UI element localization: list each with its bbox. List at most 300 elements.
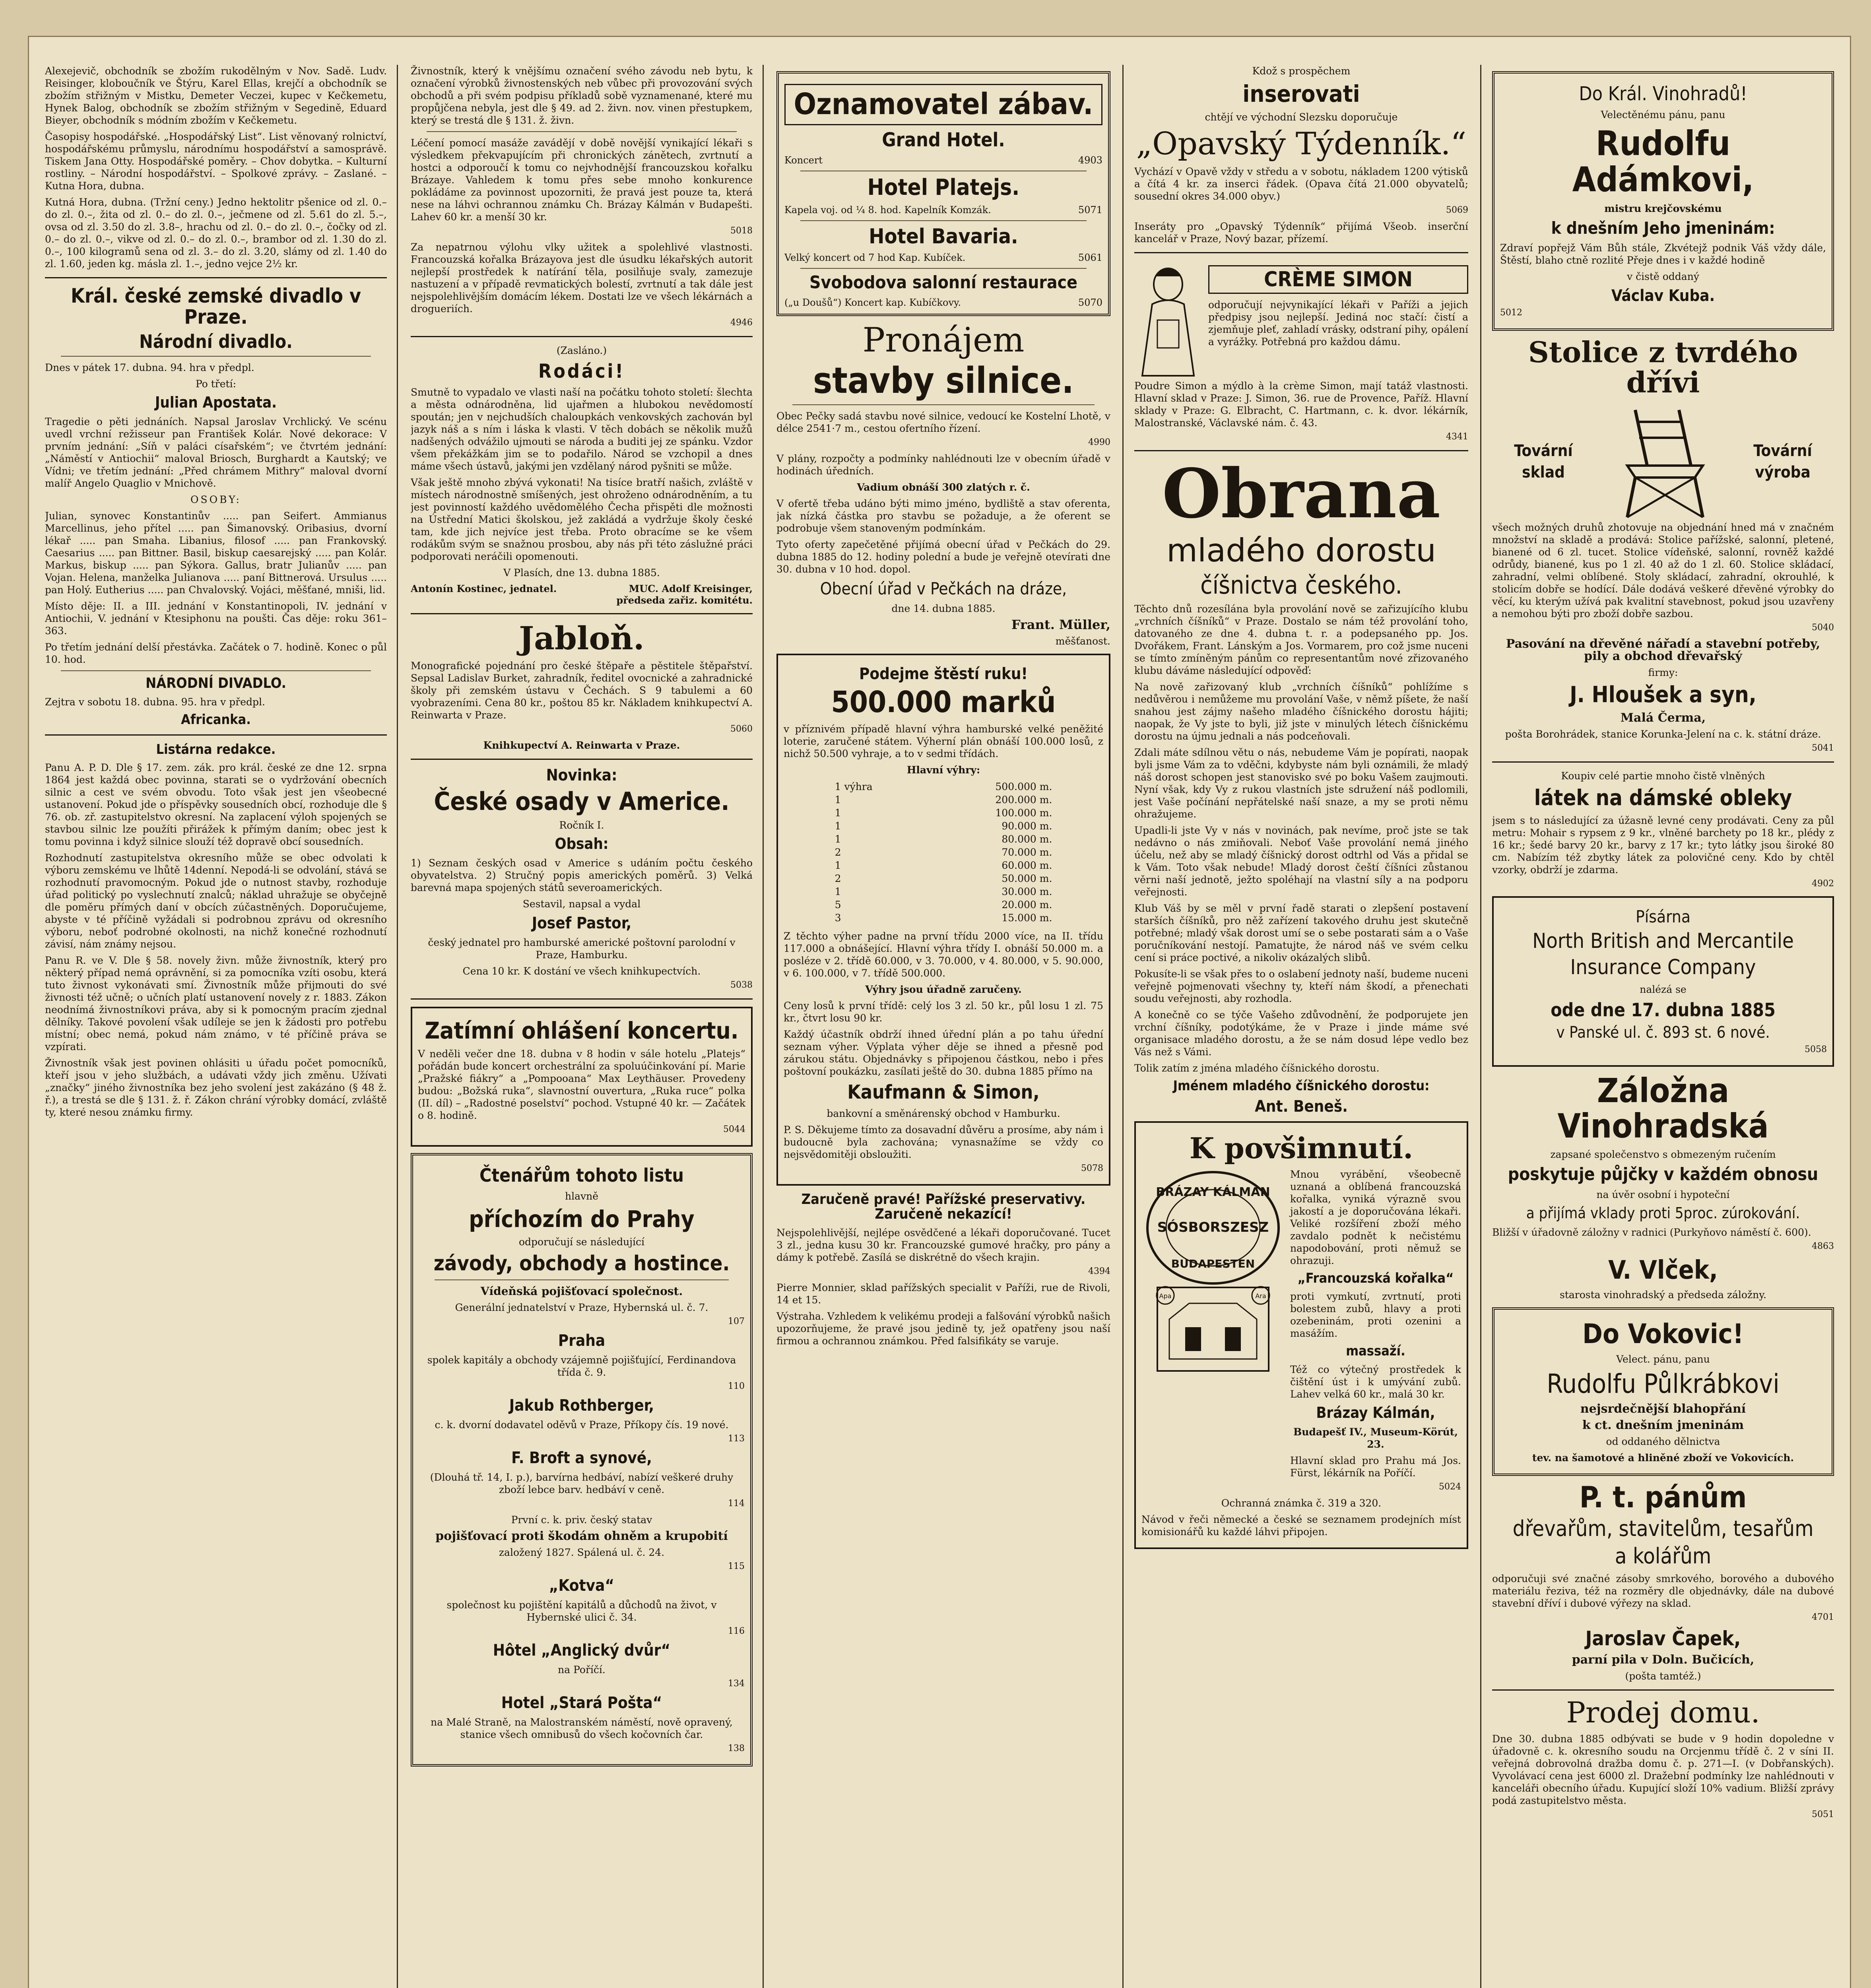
lottery-table-row [832, 819, 1056, 833]
directory-heading-2: příchozím do Prahy [469, 1205, 695, 1233]
lottery-prize-amount: 90.000 m. [1001, 820, 1052, 832]
ad-number: 113 [728, 1434, 745, 1444]
opavsky-heading: „Opavský Týdenník.“ [1136, 126, 1467, 162]
lottery-heading: Podejme štěstí ruku! [859, 665, 1028, 683]
divider [411, 998, 753, 1000]
stamp-text: BUDAPESTEN [1171, 1257, 1255, 1270]
price: Cena 10 kr. K dostání ve všech knihkupectvích. [462, 965, 701, 977]
venue-line [784, 155, 1102, 166]
lottery-prize-count: 1 výhra [835, 781, 873, 793]
trademark-note: Ochranná známka č. 319 a 320. [1221, 1497, 1382, 1509]
dateline: V Plasích, dne 13. dubna 1885. [503, 567, 660, 579]
article-text: Těchto dnů rozesílána byla provolání nově se zařizujícího klubu „vrchních číšníků“ v Praze. Dostalo se nám též provolání toho, datovaného ze dne 4. dubna t. r. a podepsaného pp. Jos. Dvořákem, Frant. Lánským a Jos. Vormarem, pro což jsme nuceni se tímto zmíněným pánům co representantům nové zřizovaného klubu dáváme následující odpověď: [1134, 603, 1468, 677]
readers-directory [411, 1153, 753, 1767]
ad-line: Koupiv celé partie mnoho čistě vlněných [1561, 770, 1765, 782]
jablon-heading: Jabloň. [519, 619, 644, 657]
article-text: Však ještě mnoho zbývá vykonati! Na tisíce bratří našich, zvláště v místech národnostně smíšených, jest ohroženo odnárodněním, a tu jest povinností každého uvědomělého Čecha přispěti dle možnosti na Ústřední Matici školskou, jež zakládá a vydržuje školy české tam, kde jich nejvíce jest třeba. Proto obracíme se ke všem rodákům svým se snažnou prosbou, aby nás při této záslužné práci podporovati neráčili opomenouti. [411, 477, 753, 563]
ad-number: 5058 [1805, 1044, 1827, 1055]
listing-text: c. k. dvorní dodavatel oděvů v Praze, Příkopy čís. 19 nové. [435, 1419, 729, 1431]
relocation-address: v Panské ul. č. 893 st. 6 nové. [1556, 1023, 1770, 1042]
ad-number: 116 [728, 1626, 745, 1637]
column-rule [1480, 65, 1481, 1988]
column-rule [397, 65, 398, 1988]
ad-number: 5051 [1812, 1809, 1834, 1819]
lottery-table-row [832, 780, 1056, 793]
company-name: North British and Mercantile [1532, 929, 1794, 953]
lottery-table-row [832, 833, 1056, 846]
tender-text: Obec Pečky sadá stavbu nové silnice, vedoucí ke Kostelní Lhotě, v délce 2541·7 m., cestou ofertního řízení. [776, 410, 1110, 435]
maker-name: Brázay Kálmán, [1316, 1404, 1435, 1422]
trades-heading: dřevařům, stavitelům, tesařům [1512, 1516, 1814, 1541]
signature-right: MUC. Adolf Kreisinger, předseda zařiz. komitétu. [616, 583, 753, 606]
article-text: Zdali máte sdílnou větu o nás, nebudeme Vám je popírati, naopak byli jsme Vám za to vděčni, kdybyste nám byli oznámili, že mladý náš dorost schopen jest stanovisko své po boku Vašem zaujmouti. Nyní však, kdy Vy z rukou vlastních jste sdružení náš podlomili, jest Vaše počínání nepřátelské naší snaze, a my se proti němu ohražujeme. [1134, 747, 1468, 820]
signatures [411, 583, 753, 606]
ad-number: 4903 [1078, 155, 1102, 166]
stolice-banner [1492, 402, 1834, 521]
pronajem-heading: Pronájem [862, 320, 1025, 359]
ad-line: nalézá se [1640, 984, 1687, 996]
greeting-line: v čistě oddaný [1627, 271, 1699, 283]
cast-heading: OSOBY: [190, 494, 241, 506]
loan-heading: poskytuje půjčky v každém obnosu [1508, 1164, 1819, 1184]
greeting-name: Rudolfu Adámkovi, [1572, 124, 1754, 200]
author-note: český jednatel pro hamburské americké poštovní parolodní v Praze, Hamburku. [428, 937, 736, 961]
listing-title: F. Broft a synové, [511, 1449, 652, 1468]
divider [1492, 761, 1834, 763]
stamp-text: BRÁZAY KÁLMÁN [1156, 1185, 1270, 1199]
divider [411, 613, 753, 614]
lottery-prize-amount: 100.000 m. [995, 807, 1052, 819]
venue-note: Koncert [784, 155, 823, 166]
divider [1492, 1689, 1834, 1691]
ad-text: jsem s to následující za úžasně levné ceny prodávati. Ceny za půl metru: Mohair s rypsem z 9 kr., vlněné barchety po 18 kr., plédy z 16 kr.; šedé barvy 20 kr., barvy z 17 kr.; tyto látky jsou široké 80 cm. Nabízím též zbytky látek za polovičné ceny. Kdo by chtěl vzorky, obdrží je zdarma. [1492, 814, 1834, 876]
cast-list: Julian, synovec Konstantinův ..... pan Seifert. Ammianus Marcellinus, jeho přítel ..... pan Šimanovský. Oribasius, dvorní lékař ..... pan Smaha. Libanius, filosof ..... pan Frankovský. Caesarius ..... pan Bittner. Basil, biskup caesarejský ..... pan Kolár. Markus, biskup ..... pan Sýkora. Gallus, bratr Julianův ..... pan Vojan. Helena, manželka Julianova ..... paní Bittnerová. Ursulus ..... pan Holý. Eutherius ..... pan Chvalovský. Vojáci, měšťané, mniši, lid. [45, 510, 387, 596]
ad-number: 5044 [723, 1124, 745, 1135]
tender-signature-title: měšťanost. [1055, 635, 1110, 647]
concert-text: V neděli večer dne 18. dubna v 8 hodin v sále hotelu „Platejs“ pořádán bude koncert orchestrální za spoluúčinkování pí. Marie „Pražské fiákry“ a „Pompooana“ Max Leythäuser. Provedeny budou: „Božská ruka“, slavnostní ouvertura, „Ruka ruce“ polka (II. díl) – „Radostné poselství“ pochod. Vstupné 40 kr. — Začátek o 8. hodině. [418, 1048, 745, 1122]
section-note: (Zasláno.) [556, 345, 607, 356]
compiled-by: Sestavil, napsal a vydal [522, 898, 641, 910]
ad-number: 134 [728, 1679, 745, 1689]
ad-number: 115 [728, 1561, 745, 1572]
theatre-date-2: Zejtra v sobotu 18. dubna. 95. hra v předpl. [45, 696, 265, 708]
ad-number: 5041 [1812, 743, 1834, 753]
theatre-date: Dnes v pátek 17. dubna. 94. hra v předpl. [45, 362, 254, 374]
lottery-amount: 500.000 marků [831, 685, 1056, 720]
creme-text [1208, 260, 1468, 380]
rodaci-heading: Rodáci! [538, 360, 625, 382]
divider [411, 336, 753, 337]
ad-text: Nejspolehlivější, nejlépe osvědčené a lékaři doporučované. Tucet 3 zl., jedna kusu 30 kr. Francouzské gumové hračky, pro pány a dámy k potřebě. Zasílá se diskrétně do všech krajin. [776, 1227, 1110, 1264]
stolice-right [1731, 438, 1834, 485]
greeting-line: tev. na šamotové a hliněné zboží ve Vokovicích. [1532, 1452, 1794, 1464]
ad-number: 138 [728, 1743, 745, 1754]
lottery-prize-count: 5 [835, 899, 841, 911]
ad-number: 4902 [1812, 878, 1834, 889]
lottery-ad [776, 654, 1110, 1185]
venue-note: („u Doušů“) Koncert kap. Kubíčkovy. [784, 297, 961, 308]
lottery-prize-count: 2 [835, 846, 841, 858]
divider [435, 1279, 729, 1280]
ad-text: Též co výtečný prostředek k čištění úst i k umývání zubů. Lahev velká 60 kr., malá 30 kr. [1290, 1364, 1461, 1400]
stamp-text: Apa [1159, 1292, 1172, 1300]
play-place: Místo děje: II. a III. jednání v Konstantinopoli, IV. jednání v Antiochii, V. jednání v Ktesiphonu na poušti. Čas děje: roku 361–363. [45, 600, 387, 637]
ad-intro: chtějí ve východní Slezsku doporučuje [1205, 111, 1398, 123]
venue-note: Kapela voj. od ¼ 8. hod. Kapelník Komzák. [784, 204, 991, 215]
play-description: Tragedie o pěti jednáních. Napsal Jaroslav Vrchlický. Ve scénu uvedl vrchní režisseur pan František Kolár. Nové dekorace: V prvním jednání: „Síň v paláci císařském“; ve čtvrtém jednání: „Náměstí v Antiochii“ maloval Briosch, Burghardt a Kautský; ve Vídni; ve třetím jednání: „Před chrámem Mithry“ maloval dvorní malíř Angelo Quaglio v Mnichově. [45, 416, 387, 489]
article-text: Časopisy hospodářské. „Hospodářský List“. List věnovaný rolnictví, hospodářskému průmyslu, národnímu hospodářství a samosprávě. Tiskem Jana Otty. Hospodářské poměry. – Chov dobytka. – Kulturní rostliny. – Národní hospodářství. – Spolkové zprávy. – Zaslané. – Kutna Hora, dubna. [45, 131, 387, 192]
ad-number: 114 [728, 1499, 745, 1509]
column-2 [411, 65, 753, 1988]
lottery-prize-count: 1 [835, 833, 841, 845]
lottery-table-row [832, 885, 1056, 898]
article-text: Pokusíte-li se však přes to o oslabení jednoty naší, budeme nuceni veřejně pojmenovati všechny ty, kteří nám škodí, a přenechati soudu veřejnosti, aby rozhodla. [1134, 968, 1468, 1005]
greeting-ad [1492, 71, 1834, 331]
greeting-line: Velect. pánu, panu [1616, 1353, 1710, 1365]
product-heading: massaží. [1346, 1343, 1405, 1359]
tender-date: dne 14. dubna 1885. [891, 603, 996, 615]
tender-signature: Frant. Müller, [1011, 617, 1110, 633]
article-text: Na nově zařizovaný klub „vrchních číšníků“ pohlížíme s nedůvěrou i nemůžeme mu provolání Vaše, v němž píšete, že naší snahou jest zájmy našeho mladého číšnického dorostu hájiti; naopak, že Vy jste to byli, již jste v minulých létech číšnickému dorostu na újmu jednali a nás podceňovali. [1134, 681, 1468, 742]
divider [427, 131, 737, 132]
listing-title: Praha [558, 1332, 606, 1350]
ad-number: 4701 [1812, 1612, 1834, 1622]
volume: Ročník I. [559, 819, 604, 831]
lottery-text: Výhry jsou úřadně zaručeny. [865, 984, 1022, 996]
column-4 [1134, 65, 1468, 1988]
banner-word: výroba [1755, 463, 1811, 482]
venue-line [784, 204, 1102, 215]
publisher: Knihkupectví A. Reinwarta v Praze. [483, 740, 680, 751]
article-text: A konečně co se týče Vašeho zdůvodnění, že podporujete jen vrchní číšníky, podotýkáme, že v Praze i jinde máme své organisace mladého dorostu, a že se nám dosud lépe vedlo bez Vás než s Vámi. [1134, 1009, 1468, 1058]
lottery-text: Z těchto výher padne na první třídu 2000 více, na II. třídu 117.000 a obnášející. Hlavní výhra třídy I. obnáší 50.000 m. a posléze v 2. třídě 60.000, v 3. 70.000, v 4. 80.000, v 5. 90.000, v 6. 100.000, v 7. třídě 500.000. [784, 930, 1103, 979]
banner-word: sklad [1522, 463, 1565, 482]
ad-text: Poudre Simon a mýdlo à la crème Simon, mají tatáž vlastnosti. Hlavní sklad v Praze: J. Simon, 36. rue de Provence, Paříž. Hlavní sklady v Praze: G. Elbracht, C. Hartmann, c. k. dvor. lékárník, Malostranské, Václavské nám. č. 43. [1134, 380, 1468, 429]
article-text: Klub Váš by se měl v první řadě starati o zlepšení postavení starších číšníků, pro něž zařízení takového druhu jest skutečně potřebné; mladý však dorost umí se o sebe postarati sám a o Vaše poručníkování nestojí. Pamatujte, že národ náš ve svém celku cení si práce poctivé, a nikoliv okázalých slibů. [1134, 903, 1468, 964]
listing-text: společnost ku pojištění kapitálů a důchodů na život, v Hybernské ulici č. 34. [446, 1599, 717, 1623]
column-rule [1122, 65, 1124, 1988]
entertainment-listing [776, 71, 1110, 316]
tender-text: V ofertě třeba udáno býti mimo jméno, bydliště a stav oferenta, jak nízká částka pro stavbu se požaduje, a že oferent se podrobuje všem stanoveným podmínkám. [776, 498, 1110, 534]
bank-name: Kaufmann & Simon, [847, 1081, 1040, 1104]
ad-text: Dne 30. dubna 1885 odbývati se bude v 9 hodin dopoledne v úřadovně c. k. okresního soudu na Orcjenmu třídě č. 2 v síni II. veřejná dobrovolná dražba domu č. p. 271—I. (v Dobřanských). Vyvolávací cena jest 6000 zl. Dražební podmínky lze nahlédnouti v kanceláři obecního úřadu. Kupující složí 10% vadium. Bližší zprávy podá zastupitelstvo města. [1492, 1733, 1834, 1806]
lottery-prize-amount: 50.000 m. [1001, 873, 1052, 885]
article-text: Alexejevič, obchodník se zbožím rukodělným v Nov. Sadě. Ludv. Reisinger, kloboučník ve Štýru, Karel Ellas, krejčí a obchodník se zbožím střižným v Mistku, Demeter Veczei, kupec v Kečkemetu, Hynek Balog, obchodník se zbožím střižným v Segedině, Eduard Bieyer, obchodník s módním zbožím v Kečkemetu. [45, 65, 387, 126]
insurance-ad [1492, 896, 1834, 1067]
ad-text: Hlavní sklad pro Prahu má Jos. Fürst, lékárník na Poříčí. [1290, 1454, 1461, 1479]
ad-number: 5060 [730, 724, 753, 734]
listing-text: na Poříčí. [558, 1664, 606, 1676]
stamp-text: SÓSBORSZESZ [1157, 1219, 1269, 1235]
greeting-name: Rudolfu Půlkrábkovi [1547, 1369, 1780, 1400]
creme-heading: CRÈME SIMON [1208, 265, 1468, 294]
ad-text: Inseráty pro „Opavský Týdenník“ přijímá Všeob. inserční kancelář v Praze, Nový bazar, přízemí. [1134, 220, 1468, 245]
ad-text: Mnou vyrábění, všeobecně uznaná a oblíbená francouzská kořalka, vyniká výrazně svou jakostí a je doporučována lékaři. Veliké rozšíření zboží mého zavdalo podnět k nečistému napodobování, proti němuž se ohrazuji. [1290, 1168, 1461, 1266]
ad-text: Monografické pojednání pro české štěpaře a pěstitele štěpařství. Sepsal Ladislav Burket, zahradník, ředitel ovocnické a zahradnické školy při zemském ústavu v Čechách. S 9 tabulemi a 60 vyobrazeními. Cena 80 kr., poštou 85 kr. Nákladem knihkupectví A. Reinwarta v Praze. [411, 660, 753, 721]
chair-icon [1611, 402, 1715, 521]
venue-name: Svobodova salonní restaurace [809, 272, 1077, 293]
column-3 [776, 65, 1110, 1988]
bottle-label-icon [1141, 1168, 1285, 1391]
venue-line [784, 297, 1102, 308]
cisnictva-heading: číšnictva českého. [1200, 571, 1403, 600]
listing-title: „Kotva“ [549, 1576, 615, 1595]
theatre-subheading: Národní divadlo. [139, 331, 293, 352]
market-prices: Kutná Hora, dubna. (Tržní ceny.) Jedno hektolitr pšenice od zl. 0.– do zl. 0.–, žita od zl. 0.– do zl. 0.–, ječmene od zl. 5.61 do zl. 5.–, ovsa od zl. 3.50 do zl. 3.8–, hrachu od zl. 0.– do zl. 0.–, čočky od zl. 0.– do zl. 0.–, vikve od zl. 0.– do zl. 0.–, brambor od zl. 1.30 do zl. 0.–, 100 kilogramů sena od zl. 3.– do zl. 3.20, slámy od zl. 1.40 do zl. 1.60, jeden kg. másla zl. 1.–, jedno vejce 2½ kr. [45, 196, 387, 270]
theatre-note: Po třetí: [195, 378, 237, 390]
ad-number: 5038 [730, 980, 753, 990]
lottery-prize-count: 1 [835, 807, 841, 819]
ad-text: Bližší v úřadovně záložny v radnici (Purkyňovo náměstí č. 600). [1492, 1226, 1811, 1238]
firm-name: J. Hloušek a syn, [1570, 682, 1756, 708]
lottery-table-row [832, 793, 1056, 806]
lottery-prize-count: 1 [835, 820, 841, 832]
divider [61, 670, 371, 671]
newspaper-page [28, 36, 1851, 1988]
tender-deposit: Vadium obnáší 300 zlatých r. č. [857, 481, 1030, 493]
obrana-heading: Obrana [1162, 454, 1441, 534]
lottery-prize-count: 1 [835, 860, 841, 872]
firm-place: Malá Čerma, [1620, 711, 1706, 725]
lottery-table [832, 780, 1056, 924]
listing-text: Generální jednatelství v Praze, Hybernská ul. č. 7. [455, 1302, 708, 1314]
ad-line: (pošta tamtéž.) [1625, 1670, 1701, 1682]
ad-text: odporučuji své značné zásoby smrkového, borového a dubového materiálu řeziva, též na rozměry dle objednávky, dále na dubové stavební dříví i dubové výřezy na sklad. [1492, 1573, 1834, 1609]
editorial-letter: Panu A. P. D. Dle § 17. zem. zák. pro král. české ze dne 12. srpna 1864 jest každá obec povinna, starati se o vydržování obecních silnic a cest ve svém obvodu. Toto však jest jen všeobecné ustanovení. Pokud jde o příspěvky sousedních obcí, rozhoduje dle § 76. ob. zř. zastupitelstvo okresní. Na zaplacení výloh spojených se stavbou silnic lze použíti přirážek k přímým daním; obec jest k tomu povinna i když silnice slouží též dopravě obcí sousedních. [45, 762, 387, 848]
divider [45, 277, 387, 278]
firm-name: Jaroslav Čapek, [1585, 1627, 1741, 1650]
lottery-table-row [832, 911, 1056, 924]
banner-word: Tovární [1753, 442, 1812, 460]
lottery-table-row [832, 846, 1056, 859]
creme-ad [1134, 260, 1468, 380]
contents-heading: Obsah: [555, 835, 609, 853]
ad-number: 5024 [1439, 1481, 1461, 1492]
column-rule [763, 65, 764, 1988]
ad-line: zapsané společenstvo s obmezeným ručením [1550, 1148, 1776, 1160]
ad-number: 5040 [1812, 623, 1834, 633]
lottery-prize-amount: 20.000 m. [1001, 899, 1052, 911]
lottery-prize-count: 3 [835, 912, 841, 924]
novelty-heading: Novinka: [546, 766, 617, 785]
divider [61, 356, 371, 357]
trades-heading-2: a kolářům [1615, 1543, 1712, 1569]
lottery-prize-count: 1 [835, 794, 841, 806]
lottery-prize-amount: 30.000 m. [1001, 886, 1052, 898]
ad-number: 5069 [1446, 205, 1468, 215]
ad-number: 4946 [730, 318, 753, 328]
ad-text: Léčení pomocí masáže zavádějí v době novější vynikající lékaři s výsledkem překvapujícím při chronických zánětech, zvrtnutí a hostci a odporoučí k tomu co nejvhodnější francouzskou kořalku Brázaye. Vahledem k tomu přes sebe mnoho konkurence pokládáme za povinnost upozorniti, že pravá jest pouze ta, která nese na láhvi ochrannou známku Ch. Brázay Kálmán v Budapešti. Lahev 60 kr. a menší 30 kr. [411, 137, 753, 223]
greeting-occasion: k dnešním Jeho jmeninám: [1551, 218, 1775, 238]
firm-place: parní pila v Doln. Bučicích, [1572, 1653, 1755, 1667]
divider [792, 404, 1095, 405]
divider [800, 268, 1087, 269]
ad-number: 5012 [1500, 308, 1522, 318]
ad-intro: Kdož s prospěchem [1252, 65, 1351, 77]
venue-line [784, 252, 1102, 263]
zalozna-heading: Záložna Vinohradská [1557, 1071, 1769, 1145]
play-times: Po třetím jednání delší přestávka. Začátek o 7. hodině. Konec o půl 10. hod. [45, 641, 387, 666]
entertainment-heading: Oznamovatel zábav. [784, 84, 1102, 125]
divider [411, 759, 753, 760]
article-text: Smutně to vypadalo ve vlasti naší na počátku tohoto století: šlechta a města odnárodněna, lid ujařmen a hlubokou nevědomostí spoután; jen v nejchudších chaloupkách venkovských zachován byl jazyk náš a s ním i láska k vlasti. V těch dobách se několik mužů nadšených odvážilo ujmouti se národa a buditi jej ze spánku. Vzdor všem překážkám jim se to podařilo. Národ se vzchopil a dnes máme všech ústavů, jakými jen vzdělaný národ pyšniti se může. [411, 386, 753, 472]
greeting-line: mistru krejčovskému [1604, 202, 1722, 214]
tender-text: V plány, rozpočty a podmínky nahlédnouti lze v obecním úřadě v hodinách úředních. [776, 453, 1110, 477]
ad-line: starosta vinohradský a předseda záložny. [1559, 1289, 1767, 1301]
divider [1134, 252, 1468, 253]
tender-office: Obecní úřad v Pečkách na dráze, [820, 579, 1067, 599]
directory-heading-3: závody, obchody a hostince. [433, 1252, 730, 1276]
venue-name: Hotel Platejs. [867, 175, 1020, 201]
ad-text: Výstraha. Vzhledem k velikému prodeji a falšování výrobků našich upozorňujeme, že pravé jsou jedině ty, jež opatřeny jsou naší firmou a ochrannou známkou. Před falsifikáty se varuje. [776, 1310, 1110, 1347]
company-name-2: Insurance Company [1570, 955, 1756, 980]
lottery-prize-amount: 200.000 m. [995, 794, 1052, 806]
ceske-osady-heading: České osady v Americe. [434, 787, 730, 816]
relocation-date: ode dne 17. dubna 1885 [1551, 999, 1776, 1021]
pt-heading: P. t. pánům [1579, 1480, 1747, 1514]
editorial-letter: Panu R. ve V. Dle § 58. novely živn. může živnostník, který pro některý případ nemá oprávnění, si za pomocníka vzíti osobu, která tuto živnost vykonávati smí. Živnostník může přijmouti do své živnosti též učně; o učních platí ustanovení novely z r. 1883. Zákon neodnímá živnostníkovi práva, aby si k pomocným pracím zjednal dělníky. Takové povolení však udíleje se jen k žádosti pro potřebu místní; obec nemá, pokud nám známo, v té příčině práva se vzpírati. [45, 955, 387, 1053]
directory-note: odporučují se následující [518, 1236, 644, 1248]
silnice-heading: stavby silnice. [813, 359, 1074, 402]
concert-heading: Zatímní ohlášení koncertu. [425, 1017, 739, 1044]
contents-list: 1) Seznam českých osad v Americe s udáním počtu českého obyvatelstva. 2) Stručný popis amerických poměrů. 3) Velká barevná mapa spojených států severoamerických. [411, 857, 753, 894]
listing-text: (Dlouhá tř. 14, I. p.), barvírna hedbáví, nabízí veškeré druhy zboží lebce barv. hedbáví v ceně. [430, 1472, 734, 1496]
ad-subhead: Pasování na dřevěné nářadí a stavební potřeby, pily a obchod dřevařský [1506, 637, 1821, 664]
directory-heading: Čtenářům tohoto listu [479, 1165, 684, 1186]
ad-text: všech možných druhů zhotovuje na objednání hned má v značném množství na skladě a prodává: Stolice pařížské, salonní, pletené, bianené od 6 zl. tucet. Stolice vídeňské, salonní, rovněž každé odrůdy, bianené, kus po 1 zl. 40 až do 1 zl. 60. Stolice skládací, zahradní, velmi oblíbené. Stoly skládací, zahradní, okrouhlé, k stolicím dobře se hodící. Dále dodává veškeré dřevěné výrobky do věcí, ku kterým užívá pak kvalitní stavebnost, pokud jsou uzavřeny a nemohou býti pro zboží dobře sazbou. [1492, 522, 1834, 620]
lottery-prize-amount: 60.000 m. [1001, 860, 1052, 872]
banner-word: Tovární [1514, 442, 1573, 460]
article-text: Upadli-li jste Vy v nás v novinách, pak nevíme, proč jste se tak nedávno o nás zmiňovali. Neboť Vaše provolání nemá jiného účelu, než aby se mladý číšnický dorost odtrhl od Vás a přidal se k Vám. Toto však nebude! Mladý dorost čeští číšníci zůstanou věrni naší jednotě, ježto spoléhají na vlastní síly a na podporu veřejnosti. [1134, 825, 1468, 898]
divider [800, 220, 1087, 221]
signature-left: Antonín Kostinec, jednatel. [411, 583, 557, 595]
greeting-heading: Do Vokovic! [1582, 1318, 1744, 1350]
ad-text: proti vymkutí, zvrtnutí, proti bolestem zubů, hlavy a proti ozebeninám, proti ozenini a masážím. [1290, 1291, 1461, 1340]
office-heading: Písárna [1635, 907, 1691, 926]
fabric-heading: látek na dámské obleky [1534, 785, 1792, 811]
ad-number: 5071 [1078, 204, 1102, 215]
author-name: Josef Pastor, [532, 914, 632, 933]
lottery-text: Ceny losů k první třídě: celý los 3 zl. 50 kr., půl losu 1 zl. 75 kr., čtvrt losu 90 kr. [784, 1000, 1103, 1024]
povsimnuti-heading: K povšimnutí. [1189, 1131, 1413, 1165]
ad-number: 4341 [1446, 431, 1468, 442]
theatre-heading: Král. české zemské divadlo v Praze. [70, 284, 361, 328]
ad-number: 5018 [730, 226, 753, 236]
sale-heading: Prodej domu. [1566, 1696, 1760, 1730]
woman-illustration-icon [1134, 260, 1202, 380]
lottery-prize-amount: 500.000 m. [995, 781, 1052, 793]
listing-title: Hotel „Stará Pošta“ [501, 1694, 662, 1712]
directory-note: hlavně [565, 1190, 599, 1202]
signature-heading: Jménem mladého číšnického dorostu: [1173, 1078, 1430, 1094]
ad-number: 107 [728, 1316, 745, 1327]
product-heading: „Francouzská kořalka“ [1297, 1270, 1454, 1286]
ad-number: 5078 [1081, 1163, 1103, 1173]
greeting-line: Velectěnému pánu, panu [1601, 109, 1725, 121]
editorial-letters-heading: Listárna redakce. [156, 741, 276, 757]
mladeho-heading: mladého dorostu [1166, 532, 1436, 569]
lottery-text: v příznivém případě hlavní výhra hamburské velké peněžité loterie, zaručené státem. Výherní plán obnáší 100.000 losů, z nichž 50.500 vyhraje, a to v sedmi třídách. [784, 723, 1103, 760]
lottery-prize-amount: 70.000 m. [1001, 846, 1052, 858]
maker-address: Budapešť IV., Museum-Körút, 23. [1293, 1426, 1458, 1450]
column-1 [45, 65, 387, 1988]
concert-ad [411, 1007, 753, 1147]
divider [1134, 450, 1468, 451]
ad-number: 110 [728, 1381, 745, 1392]
venue-note: Velký koncert od 7 hod Kap. Kubíček. [784, 252, 966, 264]
stolice-heading: Stolice z tvrdého dřívi [1528, 335, 1798, 399]
greeting-heading: Do Král. Vinohradů! [1579, 83, 1747, 105]
tender-text: Tyto oferty zapečetěné přijímá obecní úřad v Pečkách do 29. dubna 1885 do 12. hodiny polední a bude je veřejně otevírati dne 30. dubna v 10 hod. dopol. [776, 539, 1110, 575]
ad-number: 5061 [1078, 252, 1102, 264]
listing-title: Jakub Rothberger, [509, 1396, 654, 1415]
ad-number: 5070 [1078, 297, 1102, 308]
ad-text: Návod v řeči německé a české se seznamem prodejních míst komisionářů ku každé láhvi připojen. [1141, 1513, 1461, 1538]
ad-number: 4990 [1088, 437, 1110, 448]
ad-line: pošta Borohrádek, stanice Korunka-Jelení na c. k. státní dráze. [1505, 728, 1821, 740]
bank-note: bankovní a směnárenský obchod v Hamburku. [827, 1107, 1060, 1119]
signature-name: Ant. Beneš. [1255, 1097, 1348, 1116]
chairman-name: V. Vlček, [1608, 1255, 1718, 1285]
article-text: Tolik zatím z jména mladého číšnického dorostu. [1134, 1062, 1380, 1074]
ad-text: Vychází v Opavě vždy v středu a v sobotu, nákladem 1200 výtisků a čítá 4 kr. za inserci řádek. (Opava čítá 21.000 obyvatelů; sousední okres 34.000 obyv.) [1134, 165, 1468, 202]
venue-name: Grand Hotel. [882, 128, 1005, 151]
lottery-table-row [832, 859, 1056, 872]
venue-name: Hotel Bavaria. [869, 224, 1018, 248]
greeting-sender: Václav Kuba. [1611, 287, 1715, 305]
brazay-ad [1134, 1121, 1468, 1549]
lottery-text: P. S. Děkujeme tímto za dosavadní důvěru a prosíme, aby nám i budoucně byla zachována; vynasnažíme se vždy co nejsvědomitěji obsloužiti. [784, 1124, 1103, 1160]
editorial-letter: Živnostník však jest povinen ohlásiti u úřadu počet pomocníků, kteří jsou v jeho službách, a udávati vždy jich změnu. Užívati „značky“ jiného živnostníka bez jeho svolení jest zakázáno (§ 48 ž. ř.), a trestá se dle § 131. ž. ř. Zákon chrání výrobky domácí, zvláště ty, které nesou známku firmy. [45, 1057, 387, 1118]
editorial-letter: Rozhodnutí zastupitelstva okresního může se obec odvolati k výboru zemskému ve lhůtě 14denní. Nepodá-li se odvolání, stává se rozhodnutí pravomocným. Pokud jde o nutnost stavby, rozhoduje úřad politický po vyslechnutí znalců; náklad uhražuje se obyčejně dle poměru přímých daní v obcích zúčastněných. Doporučujeme, abyste v té příčině vyžádali si podrobnou zprávu od okresního výboru, neboť podrobné okolnosti, na nichž konečné rozhodnutí závisí, nám známy nejsou. [45, 852, 387, 950]
lottery-prize-count: 2 [835, 873, 841, 885]
lottery-prize-amount: 15.000 m. [1001, 912, 1052, 924]
ad-text: odporučují nejvynikající lékaři v Paříži a jejich předpisy jsou nejlepší. Jediná noc stačí: čistí a zjemňuje pleť, zahladí vrásky, odstraní pihy, opálení a vyrážky. Potřebná pro každou dámu. [1208, 299, 1468, 348]
ad-line: firmy: [1648, 667, 1678, 679]
inserovati-heading: inserovati [1242, 80, 1360, 107]
theatre-heading-2: NÁRODNÍ DIVADLO. [146, 675, 286, 692]
ad-text: Za nepatrnou výlohu vlky užitek a spolehlivé vlastnosti. Francouzská kořalka Brázayova jest dle úsudku lékařských autorit nejlepší prostředek k natírání těla, posilňuje svaly, zamezuje nastuzení a v případě revmatických bolestí, zvrtnutí a tak dále jest nejspolehlivějším domácím lékem. Dostati lze ve všech lékárnách a drogueriích. [411, 241, 753, 315]
lottery-table-row [832, 806, 1056, 819]
ad-text: Pierre Monnier, sklad pařížských specialit v Paříži, rue de Rivoli, 14 et 15. [776, 1282, 1110, 1306]
greeting-ad-2 [1492, 1307, 1834, 1476]
listing-title: Vídeňská pojišťovací společnost. [480, 1285, 683, 1298]
listing-text: První c. k. priv. český statav [511, 1514, 652, 1526]
lottery-prize-count: 1 [835, 886, 841, 898]
lottery-table-heading: Hlavní výhry: [906, 764, 980, 776]
greeting-verse: Zdraví popřejž Vám Bůh stále, Zkvétejž podnik Váš vždy dále, Štěstí, blaho ctně rozlité Přeje dnes i v každé hodině [1500, 242, 1826, 266]
listing-title: pojišťovací proti škodám ohněm a krupobití [435, 1529, 728, 1543]
brazay-body [1141, 1168, 1461, 1497]
preservative-heading: Zaručeně pravé! Pařížské preservativy. Zaručeně nekazící! [801, 1191, 1086, 1223]
ad-number: 4394 [1088, 1266, 1110, 1277]
ad-number: 4863 [1812, 1241, 1834, 1251]
greeting-line: nejsrdečnější blahopřání [1580, 1402, 1746, 1416]
lottery-text: Každý účastník obdrží ihned úřední plán a po tahu úřední seznam výher. Výplata výher děje se ihned a přesně pod zárukou státu. Objednávky s připojenou částkou, nebo i přes poštovní poukázku, zasílati ještě do 30. dubna 1885 přímo na [784, 1029, 1103, 1077]
listing-text: na Malé Straně, na Malostranském náměstí, nově opravený, stanice všech omnibusů do všech kočovních čar. [431, 1716, 733, 1741]
stolice-left [1492, 438, 1595, 485]
greeting-line: od oddaného dělnictva [1606, 1435, 1720, 1447]
ad-line: na úvěr osobní i hypoteční [1596, 1188, 1730, 1200]
listing-text: založený 1827. Spálená ul. č. 24. [499, 1547, 665, 1559]
greeting-line: k ct. dnešním jmeninám [1582, 1418, 1744, 1432]
lottery-table-row [832, 872, 1056, 885]
divider [45, 734, 387, 736]
listing-title: Hôtel „Anglický dvůr“ [493, 1641, 671, 1660]
lottery-prize-amount: 80.000 m. [1001, 833, 1052, 845]
play-title-2: Africanka. [181, 711, 251, 728]
article-text: Živnostník, který k vnějšímu označení svého závodu neb bytu, k označení výrobků živnostenských neb vůbec při provozování svých obchodů a při svém podpisu příkladů sobě vyznamenané, které mu propůjčena nebyla, jest dle § 49. ad 2. živn. nov. vinen přestupkem, který se trestá dle § 131. ž. živn. [411, 65, 753, 126]
